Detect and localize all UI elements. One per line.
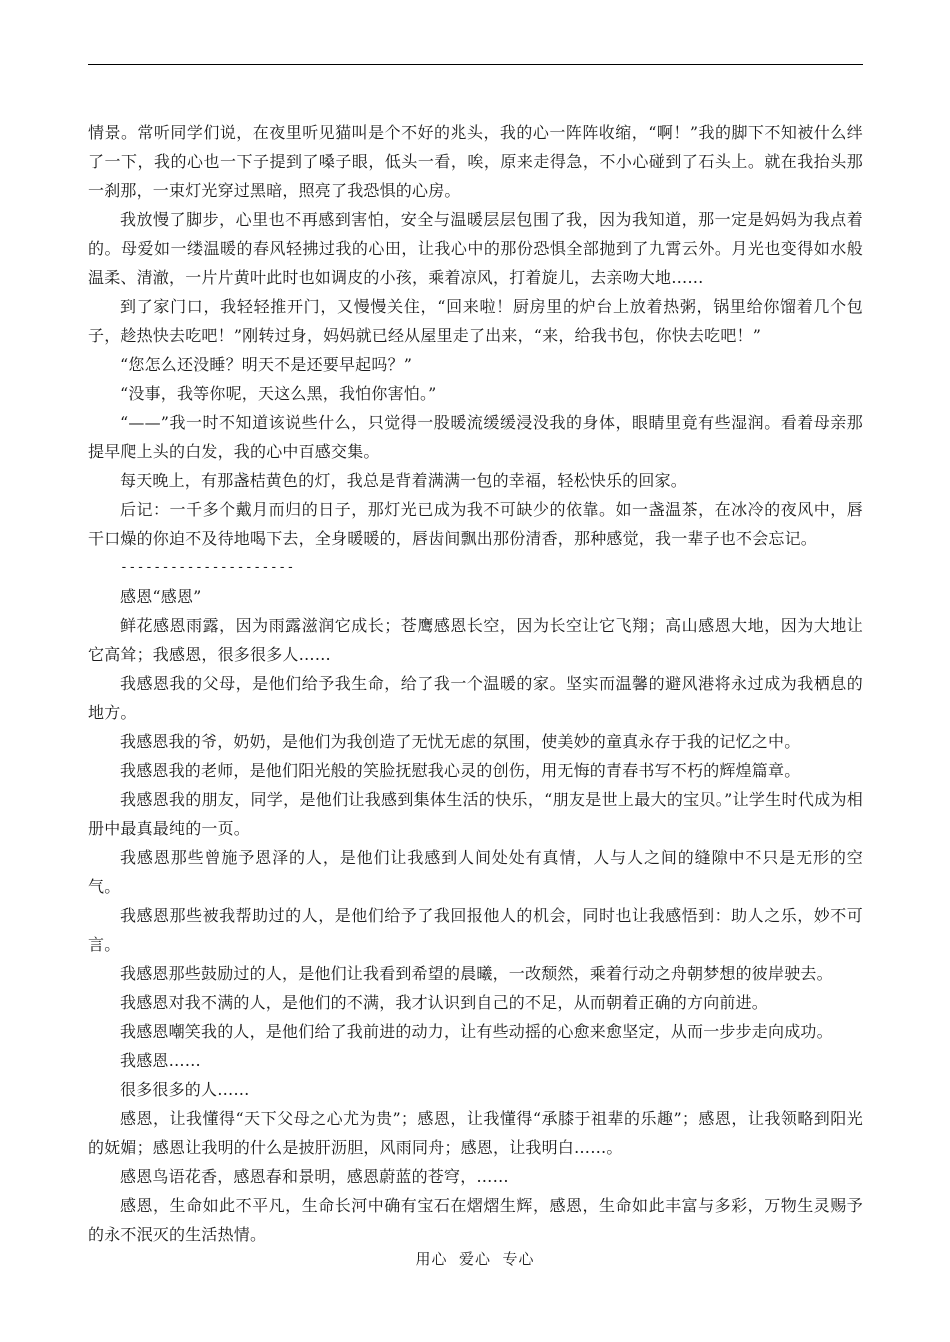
- essay-paragraph: 我感恩我的爷，奶奶，是他们为我创造了无忧无虑的氛围，使美妙的童真永存于我的记忆之中。: [120, 732, 801, 751]
- paragraph: 情景。常听同学们说，在夜里听见猫叫是个不好的兆头，我的心一阵阵收缩，“啊！”我的脚下不知被什么绊了一下，我的心也一下子提到了嗓子眼，低头一看，唉，原来走得急，不小心碰到了石头上。就在我抬头那一刹那，一束灯光穿过黑暗，照亮了我恐惧的心房。: [88, 123, 863, 200]
- essay-paragraph: 我感恩对我不满的人，是他们的不满，我才认识到自己的不足，从而朝着正确的方向前进。: [120, 993, 769, 1012]
- paragraph: 我放慢了脚步，心里也不再感到害怕，安全与温暖层层包围了我，因为我知道，那一定是妈妈为我点着的。母爱如一缕温暖的春风轻拂过我的心田，让我心中的那份恐惧全部抛到了九霄云外。月光也变得如水般温柔、清澈，一片片黄叶此时也如调皮的小孩，乘着凉风，打着旋儿，去亲吻大地……: [88, 210, 863, 287]
- header-rule: [88, 64, 863, 65]
- essay-title: 感恩“感恩”: [120, 587, 202, 606]
- essay-paragraph: 我感恩嘲笑我的人，是他们给了我前进的动力，让有些动摇的心愈来愈坚定，从而一步步走向成功。: [120, 1022, 833, 1041]
- essay-paragraph: 我感恩那些曾施予恩泽的人，是他们让我感到人间处处有真情，人与人之间的缝隙中不只是无形的空气。: [88, 848, 863, 896]
- paragraph: 到了家门口，我轻轻推开门，又慢慢关住，“回来啦！厨房里的炉台上放着热粥，锅里给你馏着几个包子，趁热快去吃吧！”刚转过身，妈妈就已经从屋里走了出来，“来，给我书包，你快去吃吧！”: [88, 297, 863, 345]
- essay-paragraph: 我感恩我的朋友，同学，是他们让我感到集体生活的快乐，“朋友是世上最大的宝贝。”让学生时代成为相册中最真最纯的一页。: [88, 790, 863, 838]
- essay-paragraph: 我感恩我的老师，是他们阳光般的笑脸抚慰我心灵的创伤，用无悔的青春书写不朽的辉煌篇章。: [120, 761, 801, 780]
- paragraph: 后记：一千多个戴月而归的日子，那灯光已成为我不可缺少的依靠。如一盏温茶，在冰冷的夜风中，唇干口燥的你迫不及待地喝下去，全身暖暖的，唇齿间飘出那份清香，那种感觉，我一辈子也不会忘记。: [88, 500, 863, 548]
- essay-paragraph: 我感恩那些鼓励过的人，是他们让我看到希望的晨曦，一改颓然，乘着行动之舟朝梦想的彼岸驶去。: [120, 964, 833, 983]
- paragraph: “没事，我等你呢，天这么黑，我怕你害怕。”: [120, 384, 437, 403]
- essay-paragraph: 很多很多的人……: [120, 1080, 250, 1099]
- paragraph: 每天晚上，有那盏桔黄色的灯，我总是背着满满一包的幸福，轻松快乐的回家。: [120, 471, 688, 490]
- document-body: [88, 118, 863, 1249]
- paragraph: “——”我一时不知道该说些什么，只觉得一股暖流缓缓浸没我的身体，眼睛里竟有些湿润。看着母亲那提早爬上头的白发，我的心中百感交集。: [88, 413, 863, 461]
- paragraph: “您怎么还没睡？明天不是还要早起吗？”: [120, 355, 413, 374]
- essay-paragraph: 我感恩那些被我帮助过的人，是他们给予了我回报他人的机会，同时也让我感悟到：助人之乐，妙不可言。: [88, 906, 863, 954]
- section-separator: ---------------------: [120, 560, 295, 575]
- essay-paragraph: 我感恩我的父母，是他们给予我生命，给了我一个温暖的家。坚实而温馨的避风港将永过成为我栖息的地方。: [88, 674, 863, 722]
- essay-paragraph: 鲜花感恩雨露，因为雨露滋润它成长；苍鹰感恩长空，因为长空让它飞翔；高山感恩大地，因为大地让它高耸；我感恩，很多很多人……: [88, 616, 863, 664]
- essay-paragraph: 感恩鸟语花香，感恩春和景明，感恩蔚蓝的苍穹，……: [120, 1167, 509, 1186]
- essay-paragraph: 感恩，生命如此不平凡，生命长河中确有宝石在熠熠生辉，感恩，生命如此丰富与多彩，万物生灵赐予的永不泯灭的生活热情。: [88, 1196, 863, 1244]
- essay-paragraph: 感恩，让我懂得“天下父母之心尤为贵”；感恩，让我懂得“承膝于祖辈的乐趣”；感恩，让我领略到阳光的妩媚；感恩让我明的什么是披肝沥胆，风雨同舟；感恩，让我明白……。: [88, 1109, 863, 1157]
- page-footer: 用心 爱心 专心: [415, 1250, 535, 1268]
- essay-paragraph: 我感恩……: [120, 1051, 202, 1070]
